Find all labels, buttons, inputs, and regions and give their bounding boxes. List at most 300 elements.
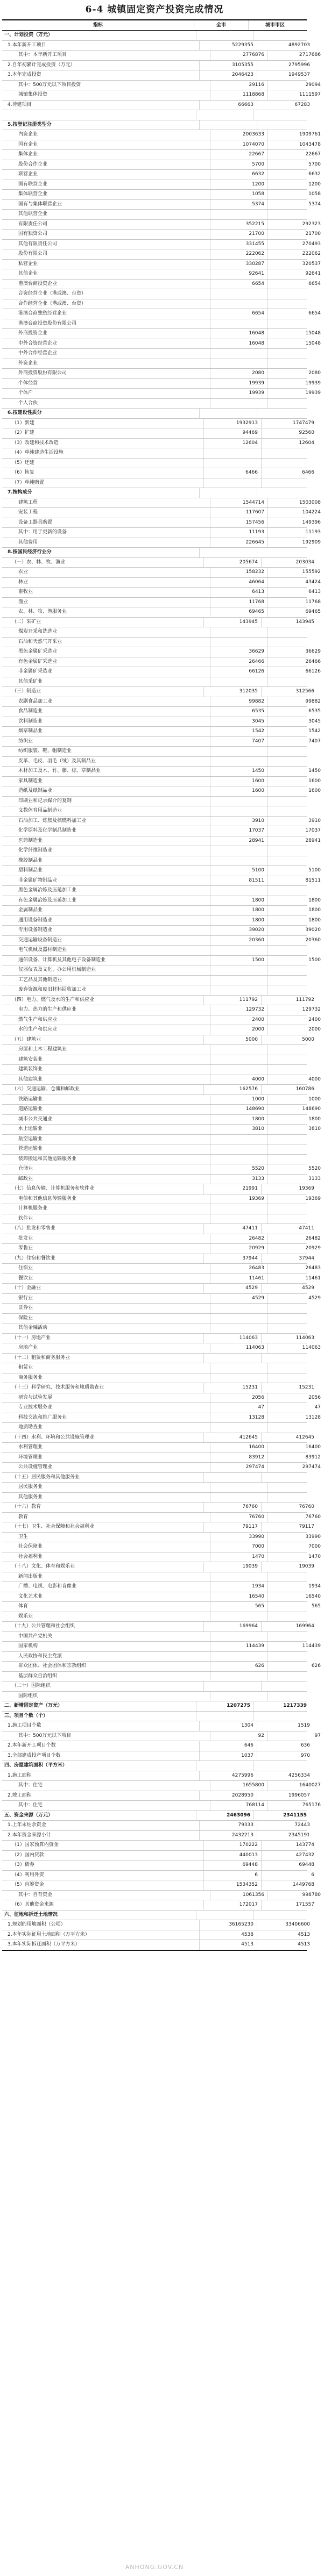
- cell-total: 440013: [203, 1851, 261, 1861]
- table-row: [2, 1125, 321, 1135]
- cell-name: 1.上年末结余资金: [8, 1822, 46, 1828]
- cell-total: 3105355: [199, 61, 257, 70]
- cell-name: 有色金属冶炼及压延加工业: [18, 897, 77, 903]
- cell-total: 1800: [210, 1115, 267, 1125]
- cell-total: [196, 31, 253, 40]
- cell-urban: 97: [267, 1731, 324, 1741]
- table-row: [2, 1692, 307, 1702]
- cell-total: 111792: [203, 996, 261, 1005]
- cell-total: 5374: [210, 200, 267, 210]
- cell-total: 83912: [210, 1453, 267, 1463]
- cell-total: 79117: [203, 1522, 261, 1532]
- cell-urban: 66126: [267, 667, 324, 677]
- cell-urban: 21700: [267, 230, 324, 239]
- cell-name: （八）批发和零售业: [12, 1226, 56, 1231]
- cell-total: 33990: [210, 1533, 267, 1542]
- cell-total: 16048: [210, 329, 267, 339]
- cell-total: 2046423: [199, 70, 257, 80]
- table-row: [2, 508, 321, 518]
- cell-total: [210, 806, 267, 816]
- cell-name: 社会福利业: [18, 1554, 43, 1559]
- cell-urban: [267, 1632, 324, 1642]
- cell-name: 橡胶制品业: [18, 857, 43, 863]
- table-row: [2, 1164, 321, 1175]
- cell-name: 娱乐业: [18, 1613, 33, 1619]
- cell-urban: 92641: [267, 269, 324, 279]
- cell-name: 4.待建项目: [8, 102, 32, 108]
- cell-total: [196, 1712, 253, 1721]
- cell-total: 92641: [210, 269, 267, 279]
- cell-total: 39020: [210, 926, 267, 935]
- table-row: [2, 101, 310, 111]
- cell-name: 渔业: [18, 599, 29, 605]
- cell-name: 其他联营企业: [18, 211, 48, 217]
- table-row: [2, 996, 314, 1006]
- cell-total: [203, 1354, 261, 1363]
- cell-urban: [267, 1493, 324, 1502]
- cell-total: 3910: [210, 817, 267, 826]
- cell-total: [210, 359, 267, 369]
- cell-total: 29116: [210, 81, 267, 90]
- cell-urban: [267, 846, 324, 856]
- cell-total: 1058: [210, 190, 267, 199]
- cell-total: [210, 1155, 267, 1164]
- cell-name: 其他企业: [18, 271, 38, 276]
- cell-urban: 1934: [267, 1582, 324, 1592]
- cell-urban: 1200: [267, 180, 324, 190]
- table-row: [2, 240, 321, 250]
- cell-urban: 11768: [267, 598, 324, 607]
- cell-name: 家具制造业: [18, 778, 43, 784]
- cell-urban: 7407: [267, 737, 324, 747]
- cell-total: 6654: [210, 309, 267, 319]
- cell-total: 4513: [199, 1940, 257, 1950]
- cell-name: 专用设备制造业: [18, 927, 53, 933]
- cell-total: [210, 856, 267, 866]
- cell-total: 331455: [210, 240, 267, 249]
- cell-urban: [267, 1055, 324, 1065]
- table-row: [2, 667, 321, 677]
- table-row: [2, 120, 307, 131]
- cell-name: （4）利用外资: [12, 1872, 44, 1878]
- cell-total: [210, 846, 267, 856]
- cell-urban: 427432: [261, 1851, 318, 1861]
- cell-urban: 1450: [267, 767, 324, 776]
- cell-urban: [267, 1363, 324, 1373]
- cell-name: 其中：住宅: [18, 1783, 43, 1788]
- cell-urban: 192909: [267, 538, 324, 548]
- table-row: [2, 797, 307, 807]
- cell-urban: 636: [257, 1741, 313, 1751]
- cell-total: 28941: [210, 836, 267, 846]
- cell-name: 其他金融活动: [18, 1325, 48, 1330]
- table-row: [2, 528, 321, 538]
- cell-urban: 11461: [267, 1274, 324, 1284]
- cell-urban: [267, 210, 324, 219]
- cell-urban: 1747479: [261, 419, 318, 428]
- cell-urban: [261, 478, 318, 488]
- cell-total: [210, 1204, 267, 1214]
- cell-name: 中外合作经营企业: [18, 350, 58, 356]
- cell-urban: 19369: [267, 1194, 324, 1204]
- cell-name: 餐饮业: [18, 1275, 33, 1281]
- cell-urban: 111792: [261, 996, 318, 1005]
- cell-name: 五、资金来源（万元）: [4, 1812, 53, 1818]
- cell-total: 6654: [210, 280, 267, 289]
- table-row: [2, 1781, 321, 1791]
- cell-name: 2.自年初累计完成投资（万元）: [8, 62, 75, 68]
- cell-urban: [267, 1155, 324, 1164]
- table-row: [2, 926, 321, 936]
- table-row: [2, 707, 321, 717]
- cell-name: 科技交流和推广服务业: [18, 1414, 67, 1420]
- table-row: [2, 777, 321, 787]
- table-row: [2, 1244, 321, 1254]
- cell-name: 新闻出版业: [18, 1573, 43, 1579]
- cell-name: 环境管理业: [18, 1454, 43, 1460]
- table-row: [2, 1751, 310, 1762]
- cell-urban: [267, 1692, 324, 1701]
- cell-name: 纺织服装、鞋、帽制造业: [18, 748, 72, 754]
- cell-urban: 114439: [267, 1642, 324, 1651]
- cell-name: 水利管理业: [18, 1444, 43, 1450]
- cell-total: [210, 1483, 267, 1492]
- table-row: [2, 607, 321, 618]
- cell-urban: [257, 548, 313, 557]
- cell-urban: [267, 886, 324, 896]
- cell-total: 1200: [210, 180, 267, 190]
- cell-total: 1450: [210, 767, 267, 776]
- cell-total: [210, 1632, 267, 1642]
- cell-urban: 4000: [267, 1075, 324, 1085]
- cell-name: 其中：自有资金: [18, 1892, 53, 1898]
- cell-name: （3）改建和技术改造: [12, 440, 59, 446]
- cell-total: 16540: [210, 1592, 267, 1602]
- cell-urban: [253, 110, 310, 120]
- table-row: [2, 916, 321, 926]
- cell-urban: 37944: [261, 1254, 318, 1264]
- cell-total: 1800: [210, 906, 267, 915]
- cell-name: 联营企业: [18, 171, 38, 177]
- cell-total: [210, 1423, 267, 1433]
- cell-name: 木材加工及木、竹、藤、棕、草制品业: [18, 768, 101, 774]
- cell-name: 2.本年资金来源小计: [8, 1832, 51, 1838]
- cell-urban: 143774: [261, 1841, 318, 1850]
- table-row: [2, 1880, 314, 1891]
- table-row: [2, 498, 321, 509]
- cell-urban: [267, 976, 324, 985]
- cell-urban: [267, 1204, 324, 1214]
- cell-name: 建筑装饰业: [18, 1067, 43, 1072]
- cell-urban: 67283: [257, 101, 313, 110]
- table-row: [2, 1045, 307, 1055]
- cell-total: 26482: [210, 1234, 267, 1244]
- cell-total: [210, 1214, 267, 1224]
- cell-name: [2, 110, 196, 120]
- cell-urban: 15048: [267, 329, 324, 339]
- cell-total: 1534352: [203, 1880, 261, 1890]
- cell-name: 林业: [18, 579, 29, 585]
- cell-urban: 129732: [267, 1005, 324, 1015]
- cell-total: 157456: [210, 518, 267, 528]
- cell-total: 21991: [203, 1184, 261, 1194]
- table-row: [2, 836, 321, 847]
- cell-name: 基层群众自治组织: [18, 1673, 58, 1679]
- cell-total: 47: [210, 1403, 267, 1413]
- cell-name: 其他采矿业: [18, 678, 43, 684]
- page-title: 6-4 城镇固定资产投资完成情况: [85, 4, 224, 15]
- table-row: [2, 1483, 307, 1493]
- table-row: [2, 1811, 307, 1821]
- table-row: [2, 329, 321, 339]
- cell-urban: 79117: [261, 1522, 318, 1532]
- cell-name: （十七）卫生、社会保障和社会福利业: [12, 1524, 95, 1529]
- table-row: [2, 1493, 307, 1503]
- cell-name: 水上运输业: [18, 1126, 43, 1132]
- cell-urban: 160786: [261, 1085, 318, 1094]
- cell-urban: 2080: [267, 369, 324, 378]
- table-row: [2, 448, 307, 459]
- table-row: [2, 1791, 310, 1801]
- cell-urban: [261, 1473, 318, 1483]
- cell-name: 非金属矿采选业: [18, 669, 53, 674]
- table-row: [2, 647, 321, 657]
- cell-total: 19939: [210, 389, 267, 398]
- cell-total: 37944: [203, 1254, 261, 1264]
- table-row: [2, 1115, 321, 1125]
- cell-name: 农、林、牧、渔服务业: [18, 609, 67, 614]
- table-row: [2, 1343, 321, 1354]
- table-row: [2, 1930, 310, 1941]
- cell-urban: 92560: [261, 428, 318, 438]
- cell-total: [210, 1493, 267, 1502]
- table-row: [2, 1542, 321, 1552]
- cell-urban: 1600: [267, 786, 324, 796]
- cell-name: 农业: [18, 569, 29, 575]
- table-row: [2, 1851, 314, 1861]
- table-row: [2, 260, 321, 270]
- cell-name: 5.按登记注册类型分: [8, 121, 52, 127]
- cell-urban: 1542: [267, 727, 324, 736]
- cell-urban: 1909761: [267, 130, 324, 140]
- cell-urban: 15231: [261, 1383, 318, 1393]
- cell-name: （三）制造业: [12, 689, 41, 694]
- cell-urban: 1111597: [267, 90, 324, 100]
- table-row: [2, 538, 321, 548]
- cell-name: 股份合作企业: [18, 161, 48, 167]
- table-row: [2, 41, 310, 51]
- table-row: [2, 1224, 314, 1234]
- cell-name: 黑色金属冶炼及压延加工业: [18, 888, 77, 893]
- cell-urban: 148690: [267, 1105, 324, 1114]
- table-row: [2, 269, 321, 280]
- cell-urban: 970: [257, 1751, 313, 1761]
- cell-urban: [261, 1681, 318, 1691]
- table-row: [2, 1403, 321, 1413]
- table-row: [2, 70, 310, 81]
- cell-urban: 81511: [267, 876, 324, 886]
- header-v1: 全市: [194, 20, 248, 30]
- data-table: [2, 19, 321, 1951]
- cell-name: 1.施工面积: [8, 1772, 32, 1778]
- cell-urban: 4529: [261, 1284, 318, 1293]
- cell-urban: [257, 488, 313, 498]
- table-row: [2, 1354, 307, 1364]
- table-row: [2, 767, 321, 777]
- cell-total: 4529: [203, 1284, 261, 1293]
- table-row: [2, 359, 307, 369]
- table-row: [2, 1363, 307, 1373]
- cell-name: 群众团体、社会团体和宗教组织: [18, 1663, 87, 1669]
- cell-urban: 6632: [267, 170, 324, 180]
- cell-total: 1470: [210, 1552, 267, 1562]
- table-row: [2, 1105, 321, 1115]
- table-row: [2, 568, 321, 578]
- cell-total: 22667: [210, 150, 267, 160]
- cell-urban: 19039: [261, 1562, 318, 1572]
- table-row: [2, 1254, 314, 1264]
- table-row: [2, 309, 321, 319]
- cell-name: （五）建筑业: [12, 1036, 41, 1042]
- cell-urban: [267, 797, 324, 806]
- cell-total: 79333: [199, 1821, 257, 1830]
- cell-name: 1.规划的用地面积（公顷）: [8, 1922, 66, 1927]
- table-row: [2, 578, 321, 588]
- cell-total: 19039: [203, 1562, 261, 1572]
- table-row: [2, 717, 321, 727]
- table-row: [2, 379, 321, 389]
- table-row: [2, 1831, 310, 1841]
- table-row: [2, 697, 321, 707]
- cell-name: 8.按国民经济行业分: [8, 549, 52, 555]
- table-row: [2, 478, 307, 489]
- cell-urban: 2345191: [257, 1831, 313, 1841]
- cell-urban: [261, 459, 318, 468]
- cell-name: 煤炭开采和洗选业: [18, 629, 58, 634]
- cell-name: 专业技术服务业: [18, 1405, 53, 1410]
- cell-name: 教育: [18, 1514, 29, 1520]
- table-row: [2, 1771, 310, 1781]
- table-row: [2, 1373, 307, 1384]
- table-row: [2, 548, 307, 558]
- table-row: [2, 160, 321, 170]
- cell-urban: 1217339: [253, 1701, 310, 1711]
- table-row: [2, 886, 307, 896]
- cell-total: 172017: [203, 1900, 261, 1910]
- cell-name: 房屋和土木工程建筑业: [18, 1047, 67, 1052]
- cell-name: 国际组织: [18, 1693, 38, 1699]
- cell-name: 文化艺术业: [18, 1593, 43, 1599]
- cell-name: 安装工程: [18, 510, 38, 515]
- table-row: [2, 1035, 314, 1046]
- cell-total: 36165230: [199, 1920, 257, 1930]
- cell-name: （1）新建: [12, 420, 34, 426]
- cell-name: 零售业: [18, 1246, 33, 1251]
- cell-name: （4）单纯建造生活设施: [12, 450, 64, 455]
- cell-name: 交通运输设备制造业: [18, 937, 62, 943]
- table-row: [2, 280, 321, 290]
- cell-urban: 1000: [267, 1095, 324, 1105]
- table-row: [2, 61, 310, 71]
- table-row: [2, 1413, 321, 1423]
- table-row: [2, 1622, 314, 1632]
- cell-total: 129732: [210, 1005, 267, 1015]
- cell-total: 16048: [210, 339, 267, 349]
- table-row: [2, 1861, 314, 1871]
- cell-urban: 5700: [267, 160, 324, 170]
- cell-total: [210, 299, 267, 309]
- cell-name: 国有与集体联营企业: [18, 201, 62, 207]
- cell-total: [210, 677, 267, 687]
- table-row: [2, 349, 307, 359]
- cell-name: 邮政业: [18, 1176, 33, 1182]
- cell-name: 化学原料及化学制品制造业: [18, 828, 77, 833]
- cell-name: 四、房屋建筑面积（平方米）: [4, 1763, 68, 1768]
- cell-urban: [267, 1214, 324, 1224]
- table-row: [2, 150, 321, 160]
- cell-total: 114439: [210, 1642, 267, 1651]
- cell-total: [199, 120, 257, 130]
- cell-total: [210, 1314, 267, 1323]
- cell-total: 66663: [199, 101, 257, 110]
- cell-total: 20929: [210, 1244, 267, 1254]
- cell-total: [210, 1612, 267, 1622]
- table-row: [2, 1214, 307, 1225]
- cell-urban: 292323: [267, 220, 324, 230]
- cell-urban: 4513: [257, 1930, 313, 1940]
- table-row: [2, 1871, 314, 1881]
- table-row: [2, 319, 307, 330]
- cell-total: 7407: [210, 737, 267, 747]
- cell-urban: 17037: [267, 826, 324, 836]
- cell-total: [210, 1323, 267, 1333]
- table-row: [2, 1383, 314, 1393]
- cell-name: 设备工器具购置: [18, 519, 53, 525]
- table-row: [2, 130, 321, 140]
- cell-name: 港澳台商投资企业: [18, 281, 58, 287]
- cell-name: 皮革、毛皮、羽毛（绒）及其制品业: [18, 758, 96, 764]
- cell-total: 768114: [210, 1801, 267, 1811]
- cell-name: （5）自筹资金: [12, 1882, 44, 1887]
- cell-name: 电气机械及器材制造业: [18, 947, 67, 953]
- cell-urban: [267, 638, 324, 647]
- cell-urban: 2795996: [257, 61, 313, 70]
- cell-total: 11461: [210, 1274, 267, 1284]
- cell-urban: 47: [267, 1403, 324, 1413]
- table-row: [2, 299, 307, 310]
- cell-name: 塑料制品业: [18, 868, 43, 873]
- cell-name: 2.本年实际征用土地面积（万平方米）: [8, 1931, 90, 1937]
- cell-total: [210, 965, 267, 975]
- cell-name: 社会保障业: [18, 1544, 43, 1549]
- cell-name: （七）信息传输、计算机服务和软件业: [12, 1186, 95, 1191]
- cell-urban: 5374: [267, 200, 324, 210]
- table-row: [2, 846, 307, 856]
- cell-name: （十五）居民服务和其他服务业: [12, 1474, 80, 1480]
- table-row: [2, 439, 314, 449]
- cell-total: 330287: [210, 260, 267, 269]
- cell-total: 2080: [210, 369, 267, 378]
- cell-name: 集体企业: [18, 152, 38, 157]
- table-row: [2, 81, 321, 91]
- cell-total: 169964: [203, 1622, 261, 1632]
- cell-name: 有限责任公司: [18, 221, 48, 227]
- cell-urban: 26482: [267, 1234, 324, 1244]
- cell-total: 352215: [210, 220, 267, 230]
- cell-total: [210, 1065, 267, 1075]
- cell-urban: [253, 31, 310, 40]
- cell-total: 2400: [210, 1015, 267, 1025]
